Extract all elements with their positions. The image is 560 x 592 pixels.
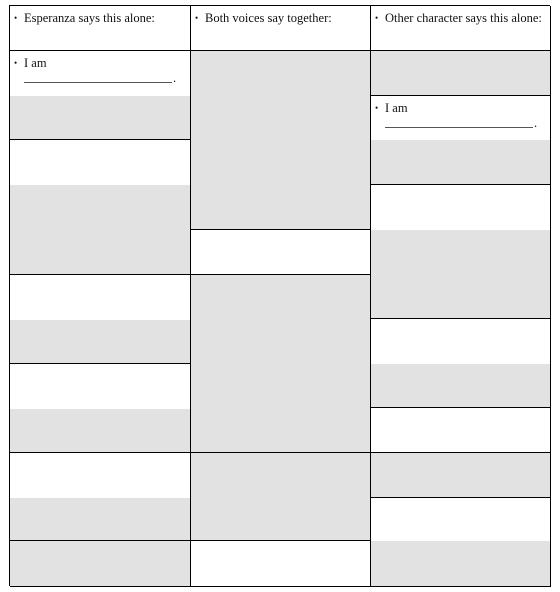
both-voices-line-3[interactable] — [191, 275, 371, 453]
esperanza-line-2[interactable] — [10, 140, 191, 275]
other-line-5[interactable] — [371, 408, 551, 453]
other-line-2[interactable] — [371, 96, 551, 185]
other-prompt-lead: I am — [385, 101, 408, 115]
bullet-icon: • — [14, 13, 18, 23]
fill-in-blank[interactable] — [385, 127, 533, 128]
header-other-character — [371, 6, 551, 51]
both-voices-line-2[interactable] — [191, 230, 371, 275]
other-line-3[interactable] — [371, 185, 551, 319]
esperanza-prompt-lead: I am — [24, 56, 47, 70]
esperanza-prompt-trail: . — [173, 71, 177, 85]
bullet-icon: • — [195, 13, 199, 23]
header-other-character-label: Other character says this alone: — [385, 11, 542, 25]
esperanza-line-1[interactable] — [10, 51, 191, 140]
header-both-voices — [191, 6, 371, 51]
other-line-1[interactable] — [371, 51, 551, 96]
esperanza-line-6[interactable] — [10, 541, 191, 587]
bullet-icon: • — [375, 13, 379, 23]
both-voices-line-4[interactable] — [191, 453, 371, 541]
esperanza-line-3[interactable] — [10, 275, 191, 364]
header-esperanza-label: Esperanza says this alone: — [24, 11, 155, 25]
other-prompt-trail: . — [534, 116, 538, 130]
two-voice-poem-table — [9, 5, 550, 586]
bullet-icon: • — [375, 103, 379, 113]
both-voices-line-1[interactable] — [191, 51, 371, 230]
header-both-voices-label: Both voices say together: — [205, 11, 332, 25]
other-line-6[interactable] — [371, 453, 551, 498]
esperanza-line-4[interactable] — [10, 364, 191, 453]
other-line-4[interactable] — [371, 319, 551, 408]
other-line-7[interactable] — [371, 498, 551, 587]
bullet-icon: • — [14, 58, 18, 68]
esperanza-line-5[interactable] — [10, 453, 191, 541]
both-voices-line-5[interactable] — [191, 541, 371, 587]
fill-in-blank[interactable] — [24, 82, 172, 83]
header-esperanza — [10, 6, 191, 51]
